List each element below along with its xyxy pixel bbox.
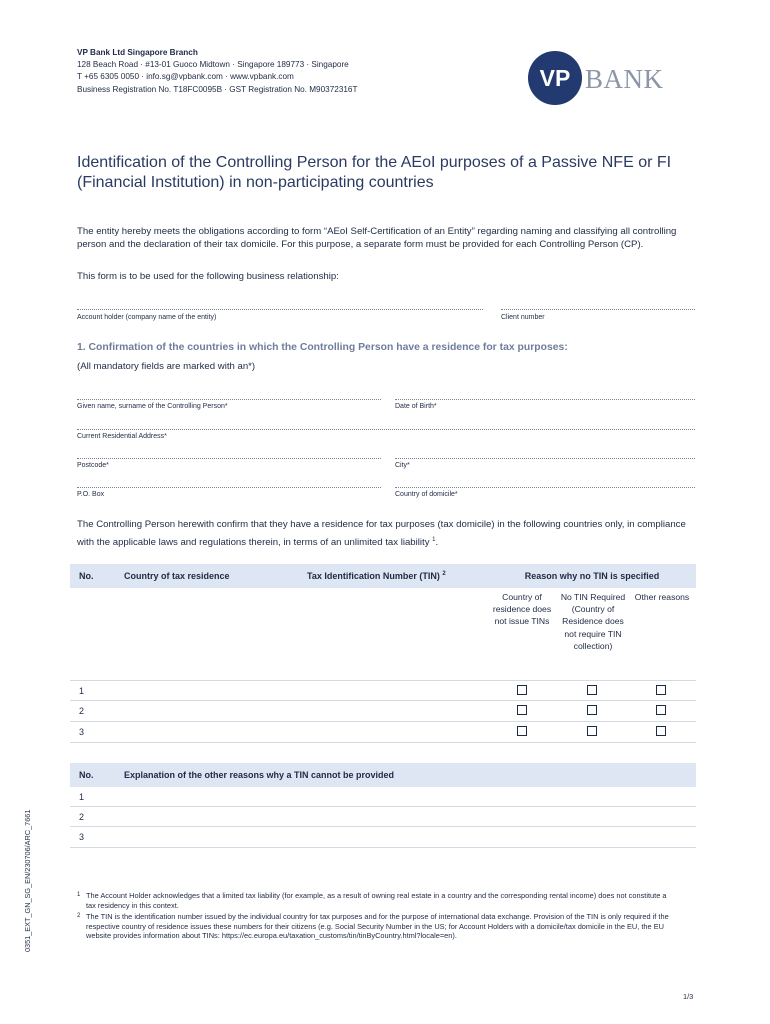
bank-name: VP Bank Ltd Singapore Branch — [77, 48, 198, 57]
checkbox-row1-no-tin-issued[interactable] — [517, 685, 527, 695]
footnote-ref-2: 2 — [442, 571, 446, 577]
intro-relationship-text: This form is to be used for the following business relationship: — [77, 271, 339, 282]
mandatory-note: (All mandatory fields are marked with an*) — [77, 361, 256, 372]
city-line[interactable] — [395, 458, 695, 459]
table-row-divider — [70, 826, 696, 827]
po-box-label: P.O. Box — [77, 491, 105, 498]
sub-col-other-reasons: Other reasons — [634, 592, 690, 602]
checkbox-row1-no-tin-required[interactable] — [587, 685, 597, 695]
table-row-divider — [70, 721, 696, 722]
table-row-divider — [70, 680, 696, 681]
country-domicile-label: Country of domicile* — [395, 491, 458, 498]
city-label: City* — [395, 462, 410, 469]
table-row-divider — [70, 847, 696, 848]
checkbox-row3-no-tin-issued[interactable] — [517, 726, 527, 736]
checkbox-row2-no-tin-issued[interactable] — [517, 705, 527, 715]
table-row-number: 2 — [79, 812, 85, 822]
document-reference-code: 0351_EXT_GN_SG_EN/230706/ARC_7661 — [23, 809, 32, 952]
postcode-label: Postcode* — [77, 462, 109, 469]
address-line[interactable] — [77, 429, 695, 430]
footnote-2: The TIN is the identification number issued by the individual country for tax purposes and for the purpose of international data exchange. Provision of the TIN is only required if the respective country of residence issues these numbers for their citizens (e.g. Social Security Number in the US; for Account Holders with a domicile/tax domicile in the EU, the EU website provides information about TINs: https://ec.europa.eu/taxation_customs/tin/tinByCountry.html?locale=en). — [86, 912, 669, 941]
col-explanation: Explanation of the other reasons why a TIN cannot be provided — [124, 770, 395, 780]
col-reason-no-tin: Reason why no TIN is specified — [524, 571, 660, 581]
account-holder-line[interactable] — [77, 309, 483, 310]
table-row-divider — [70, 806, 696, 807]
bank-address: 128 Beach Road · #13-01 Guoco Midtown · Singapore 189773 · Singapore — [77, 60, 349, 70]
checkbox-row3-no-tin-required[interactable] — [587, 726, 597, 736]
given-name-label: Given name, surname of the Controlling Person* — [77, 403, 228, 410]
given-name-line[interactable] — [77, 399, 381, 400]
footnote-2-number: 2 — [77, 913, 81, 919]
date-of-birth-label: Date of Birth* — [395, 403, 437, 410]
bank-registration: Business Registration No. T18FC0095B · GST Registration No. M90372316T — [77, 84, 358, 94]
po-box-line[interactable] — [77, 487, 381, 488]
logo-vp-text: VP — [539, 65, 571, 91]
checkbox-row3-other-reasons[interactable] — [656, 726, 666, 736]
table-row-number: 3 — [79, 727, 85, 737]
confirmation-paragraph: The Controlling Person herewith confirm that they have a residence for tax purposes (tax domicile) in the following countries only, in compliance with the applicable laws and regulations therein, in terms of an unlimited tax liability $^1$. — [77, 519, 686, 548]
confirmation-text: The Controlling Person herewith confirm that they have a residence for tax purposes (tax domicile) in the following countries only, in compliance with the applicable laws and regulations therein, in terms of an unlimited tax liability — [77, 519, 686, 548]
table-row-number: 1 — [79, 686, 85, 696]
section-1-heading: 1. Confirmation of the countries in which the Controlling Person have a residence for tax purposes: — [77, 342, 568, 353]
footnote-1-number: 1 — [77, 892, 81, 898]
checkbox-row2-other-reasons[interactable] — [656, 705, 666, 715]
date-of-birth-line[interactable] — [395, 399, 695, 400]
address-label: Current Residential Address* — [77, 433, 167, 440]
bank-contact-block — [77, 47, 358, 96]
client-number-line[interactable] — [501, 309, 695, 310]
account-holder-label: Account holder (company name of the entity) — [77, 314, 217, 321]
col-no: No. — [79, 770, 94, 780]
client-number-label: Client number — [501, 314, 545, 321]
logo-bank-text: BANK — [585, 64, 664, 94]
checkbox-row2-no-tin-required[interactable] — [587, 705, 597, 715]
vp-bank-logo — [527, 50, 702, 106]
sub-col-no-tin-required: No TIN Required (Country of Residence does not require TIN collection) — [560, 592, 626, 651]
footnote-ref-1: 1 — [432, 536, 436, 543]
sub-col-country-no-tin: Country of residence does not issue TINs — [492, 592, 552, 627]
col-tin — [307, 571, 446, 581]
table-row-divider — [70, 742, 696, 743]
checkbox-row1-other-reasons[interactable] — [656, 685, 666, 695]
table-row-divider — [70, 700, 696, 701]
table-row-number: 3 — [79, 832, 85, 842]
postcode-line[interactable] — [77, 458, 381, 459]
intro-paragraph: The entity hereby meets the obligations according to form “AEoI Self-Certification of an Entity” regarding naming and classifying all controlling person and the declaration of their tax domicile. For this purpose, a separate form must be provided for each Controlling Person (CP). — [77, 226, 677, 250]
country-domicile-line[interactable] — [395, 487, 695, 488]
page-number: 1/3 — [683, 992, 694, 1001]
col-tin-label: Tax Identification Number (TIN) — [307, 571, 440, 581]
footnote-1: The Account Holder acknowledges that a limited tax liability (for example, as a result of owning real estate in a country and the corresponding rental income) does not constitute a tax residency in this context. — [86, 891, 667, 910]
table-row-number: 1 — [79, 792, 85, 802]
col-no: No. — [79, 571, 94, 581]
bank-contact: T +65 6305 0050 · info.sg@vpbank.com · www.vpbank.com — [77, 72, 294, 82]
col-country-tax-residence: Country of tax residence — [124, 571, 230, 581]
table-row-number: 2 — [79, 706, 85, 716]
page-title: Identification of the Controlling Person for the AEoI purposes of a Passive NFE or FI (Financial Institution) in non-participating countries — [77, 154, 672, 191]
